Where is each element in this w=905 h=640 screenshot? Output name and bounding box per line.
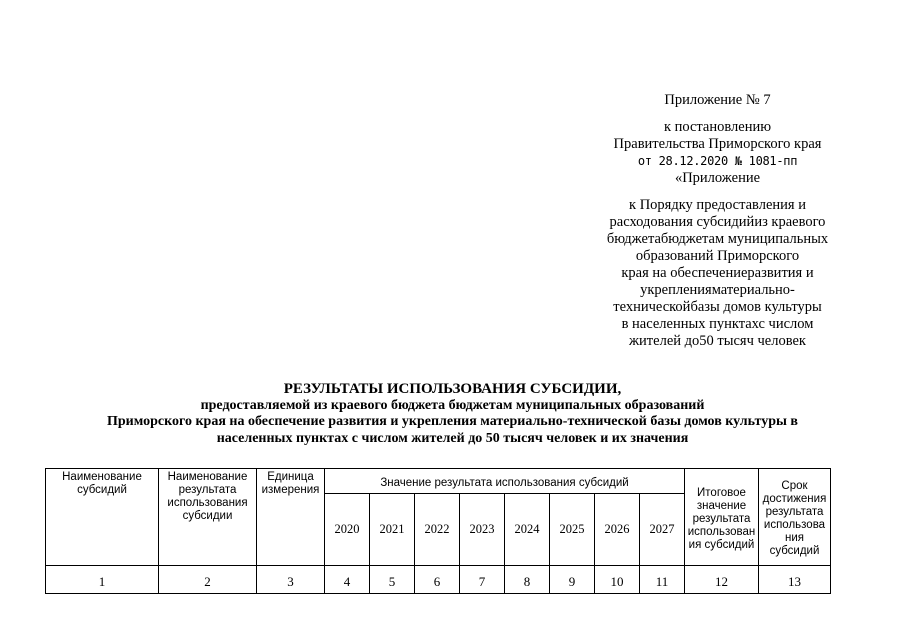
header-year: 2020 bbox=[325, 494, 370, 566]
column-number: 9 bbox=[550, 566, 595, 594]
appendix-procedure-line: расходования субсидийиз краевого bbox=[609, 214, 826, 230]
title-line: предоставляемой из краевого бюджета бюджетам муниципальных образований bbox=[200, 397, 705, 413]
column-number: 5 bbox=[370, 566, 415, 594]
appendix-procedure-line: жителей до50 тысяч человек bbox=[629, 333, 806, 349]
appendix-government: Правительства Приморского края bbox=[613, 136, 822, 152]
appendix-block bbox=[590, 92, 845, 350]
appendix-procedure-line: бюджетабюджетам муниципальных bbox=[606, 231, 829, 247]
column-number: 2 bbox=[159, 566, 257, 594]
appendix-procedure-line: укрепленияматериально- bbox=[640, 282, 795, 298]
column-number: 11 bbox=[640, 566, 685, 594]
header-subsidy-name: Наименование субсидий bbox=[46, 469, 159, 566]
document-title bbox=[50, 381, 855, 447]
header-year: 2026 bbox=[595, 494, 640, 566]
header-year: 2021 bbox=[370, 494, 415, 566]
appendix-to-resolution: к постановлению bbox=[663, 119, 772, 135]
header-values-group: Значение результата использования субсидий bbox=[325, 469, 685, 494]
title-main: РЕЗУЛЬТАТЫ ИСПОЛЬЗОВАНИЯ СУБСИДИИ, bbox=[283, 381, 622, 397]
appendix-procedure-line: к Порядку предоставления и bbox=[629, 197, 806, 213]
column-number: 7 bbox=[460, 566, 505, 594]
appendix-quote: «Приложение bbox=[674, 170, 761, 186]
header-result-name: Наименование результата использования субсидии bbox=[159, 469, 257, 566]
appendix-procedure-line: техническойбазы домов культуры bbox=[613, 299, 822, 315]
column-number: 13 bbox=[759, 566, 831, 594]
appendix-procedure-line: образований Приморского bbox=[635, 248, 800, 264]
header-year: 2025 bbox=[550, 494, 595, 566]
appendix-date: от 28.12.2020 № 1081-пп bbox=[637, 154, 798, 168]
column-number: 6 bbox=[415, 566, 460, 594]
appendix-procedure-line: края на обеспечениеразвития и bbox=[621, 265, 814, 281]
column-number: 4 bbox=[325, 566, 370, 594]
column-number: 1 bbox=[46, 566, 159, 594]
header-year: 2022 bbox=[415, 494, 460, 566]
title-line: населенных пунктах с числом жителей до 50 тысяч человек и их значения bbox=[216, 430, 689, 446]
results-table bbox=[45, 468, 831, 594]
header-year: 2023 bbox=[460, 494, 505, 566]
column-number: 3 bbox=[257, 566, 325, 594]
column-number: 8 bbox=[505, 566, 550, 594]
header-unit: Единица измерения bbox=[257, 469, 325, 566]
column-number: 12 bbox=[685, 566, 759, 594]
header-year: 2024 bbox=[505, 494, 550, 566]
title-line: Приморского края на обеспечение развития и укрепления материально-технической базы домов культуры в bbox=[107, 414, 798, 429]
appendix-number: Приложение № 7 bbox=[664, 92, 771, 108]
header-year: 2027 bbox=[640, 494, 685, 566]
column-number: 10 bbox=[595, 566, 640, 594]
appendix-procedure-line: в населенных пунктахс числом bbox=[621, 316, 814, 332]
header-deadline: Срок достижения результата использова ния субсидий bbox=[759, 469, 831, 566]
header-total: Итоговое значение результата использован ия субсидий bbox=[685, 469, 759, 566]
